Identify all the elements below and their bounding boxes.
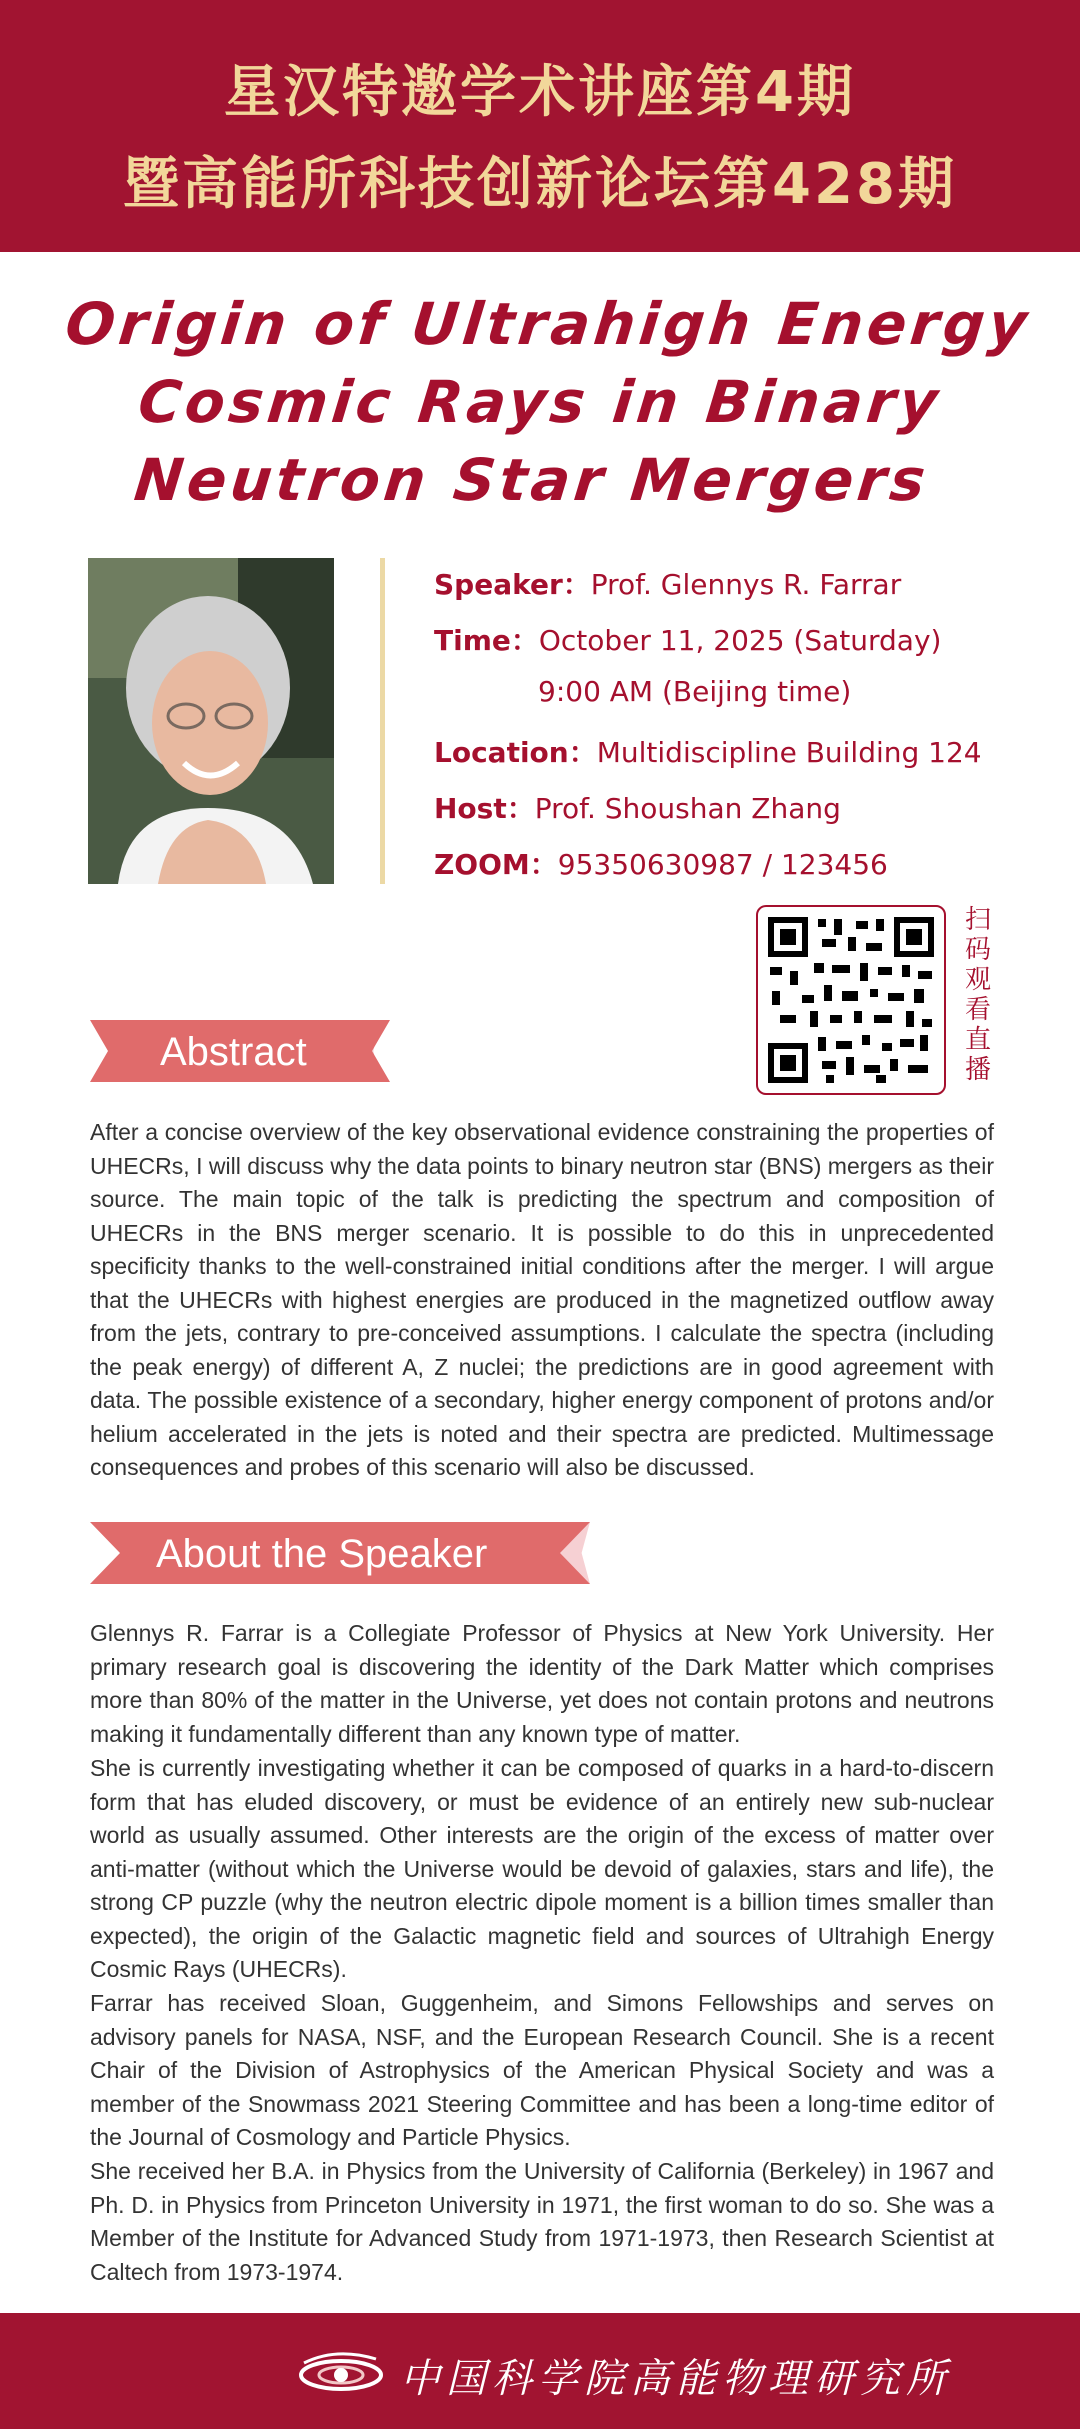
location-value: Multidiscipline Building 124 (596, 736, 982, 769)
institute-logo-icon (296, 2345, 386, 2399)
speaker-heading: About the Speaker (156, 1532, 488, 1576)
info-divider (380, 558, 385, 884)
abstract-heading: Abstract (160, 1030, 307, 1074)
bio-paragraph-4: She received her B.A. in Physics from the University of California (Berkeley) in 1967 and Ph. D. in Physics from Princeton University in 1971, the first woman to do so. She was a Member of the Institute for Advanced Study from 1971-1973, then Research Scientist at Caltech from 1973-1974. (90, 2158, 994, 2285)
zoom-row (434, 843, 888, 883)
qr-caption-char: 码 (964, 935, 991, 965)
speaker-photo (88, 558, 334, 884)
bio-paragraph-1: Glennys R. Farrar is a Collegiate Professor of Physics at New York University. Her primary research goal is discovering the identity of the Dark Matter which comprises more than 80% of the matter in the Universe, yet does not contain protons and neutrons making it fundamentally different than any known type of matter. (90, 1620, 994, 1747)
abstract-text: After a concise overview of the key observational evidence constraining the properties of UHECRs, I will discuss why the data points to binary neutron star (BNS) mergers as their source. The main topic of the talk is predicting the spectrum and composition of UHECRs in the BNS merger scenario. It is possible to do this in unprecedented specificity thanks to the well-constrained initial conditions after the merger. I will argue that the UHECRs with highest energies are produced in the magnetized outflow away from the jets, contrary to pre-conceived assumptions. I calculate the spectra (including the peak energy) of different A, Z nuclei; the predictions are in good agreement with data. The possible existence of a secondary, higher energy component of protons and/or helium accelerated in the jets is noted and their spectra are predicted. Multimessage consequences and probes of this scenario will also be discussed. (90, 1119, 994, 1480)
talk-title-line-1: Origin of Ultrahigh Energy (62, 290, 1035, 358)
time-date-value: October 11, 2025 (Saturday) (538, 624, 942, 657)
bio-paragraph-3: Farrar has received Sloan, Guggenheim, and Simons Fellowships and serves on advisory panels for NASA, NSF, and the European Research Council. She is a recent Chair of the Division of Astrophysics of the American Physical Society and was a member of the Snowmass 2021 Steering Committee and has been a long-time editor of the Journal of Cosmology and Particle Physics. (90, 1990, 994, 2150)
header-line-2: 暨高能所科技创新论坛第428期 (123, 152, 957, 217)
speaker-row (434, 563, 901, 603)
time-hour-value: 9:00 AM (Beijing time) (538, 675, 852, 708)
host-label: Host： (434, 792, 535, 825)
bio-paragraph-2: She is currently investigating whether it can be composed of quarks in a hard-to-discern form that has eluded discovery, or must be evidence of an entirely new sub-nuclear world as usually assumed. Other interests are the origin of the excess of matter over anti-matter (without which the Universe would be devoid of galaxies, stars and life), the strong CP puzzle (why the neutron electric dipole moment is a billion times smaller than expected), the origin of the Galactic magnetic field and sources of Ultrahigh Energy Cosmic Rays (UHECRs). (90, 1755, 994, 1982)
qr-code-icon (766, 915, 936, 1085)
qr-caption-char: 扫 (964, 905, 991, 935)
zoom-value: 95350630987 / 123456 (557, 848, 888, 881)
speaker-value: Prof. Glennys R. Farrar (590, 568, 902, 601)
qr-caption-char: 观 (964, 965, 991, 995)
footer-banner (0, 2313, 1080, 2429)
qr-caption-char: 看 (964, 995, 991, 1025)
time-row (434, 619, 941, 659)
qr-caption-char: 直 (964, 1025, 991, 1055)
speaker-portrait-image (88, 558, 334, 884)
header-line-1: 星汉特邀学术讲座第4期 (224, 60, 856, 125)
header-banner (0, 0, 1080, 252)
qr-caption-char: 播 (964, 1055, 991, 1085)
speaker-heading-tag (90, 1522, 590, 1584)
talk-title-line-2: Cosmic Rays in Binary (135, 368, 945, 436)
time-label: Time： (434, 624, 539, 657)
talk-title (0, 285, 1080, 519)
qr-code[interactable] (756, 905, 946, 1095)
speaker-label: Speaker： (434, 568, 591, 601)
institute-name: 中国科学院高能物理研究所 (400, 2356, 952, 2402)
abstract-heading-tag (90, 1020, 390, 1082)
location-row (434, 731, 982, 771)
host-row (434, 787, 841, 827)
time-hour-row (538, 675, 851, 708)
zoom-label: ZOOM： (434, 848, 558, 881)
qr-caption (960, 905, 996, 1085)
host-value: Prof. Shoushan Zhang (534, 792, 841, 825)
location-label: Location： (434, 736, 597, 769)
talk-title-line-3: Neutron Star Mergers (131, 446, 933, 514)
